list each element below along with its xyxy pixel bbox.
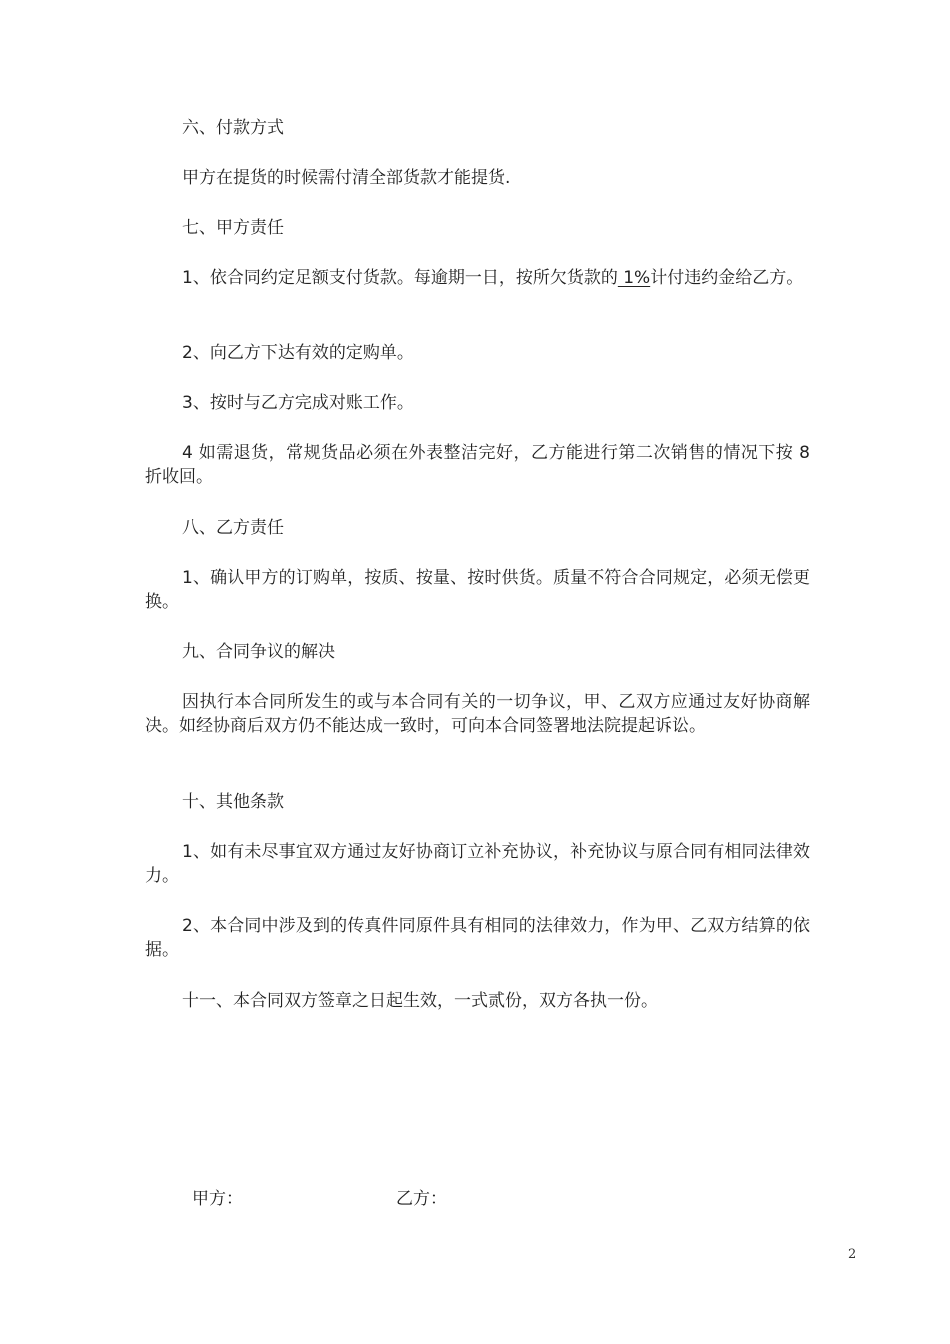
section-6-body: 甲方在提货的时候需付清全部货款才能提货. <box>182 168 511 188</box>
section-10-heading: 十、其他条款 <box>182 792 284 812</box>
section-7-item-1-tail: 计付违约金给乙方。 <box>650 268 804 288</box>
section-7-item-1 <box>145 266 810 290</box>
section-6-heading: 六、付款方式 <box>182 118 284 138</box>
section-8-item-1: 1、确认甲方的订购单，按质、按量、按时供货。质量不符合合同规定，必须无偿更换。 <box>145 568 810 612</box>
section-7-item-3: 3、按时与乙方完成对账工作。 <box>182 393 414 413</box>
section-7-item-1-text: 1、依合同约定足额支付货款。每逾期一日，按所欠货款的 <box>182 268 618 288</box>
section-9-heading: 九、合同争议的解决 <box>182 642 335 662</box>
section-7-item-2: 2、向乙方下达有效的定购单。 <box>182 343 414 363</box>
party-a-signature-label: 甲方： <box>192 1189 243 1209</box>
section-9-body: 因执行本合同所发生的或与本合同有关的一切争议，甲、乙双方应通过友好协商解决。如经协商后双方仍不能达成一致时，可向本合同签署地法院提起诉讼。 <box>145 692 810 736</box>
section-11-body: 十一、本合同双方签章之日起生效，一式贰份，双方各执一份。 <box>182 991 658 1011</box>
section-10-item-1: 1、如有未尽事宜双方通过友好协商订立补充协议，补充协议与原合同有相同法律效力。 <box>145 842 810 886</box>
section-7-heading: 七、甲方责任 <box>182 218 284 238</box>
penalty-rate: 1% <box>617 268 651 288</box>
party-b-signature-label: 乙方： <box>396 1189 447 1209</box>
section-10-item-2: 2、本合同中涉及到的传真件同原件具有相同的法律效力，作为甲、乙双方结算的依据。 <box>145 916 810 960</box>
section-8-heading: 八、乙方责任 <box>182 518 284 538</box>
section-7-item-4: 4 如需退货，常规货品必须在外表整洁完好，乙方能进行第二次销售的情况下按 8 折收回。 <box>145 443 810 487</box>
page-number: 2 <box>848 1247 857 1262</box>
